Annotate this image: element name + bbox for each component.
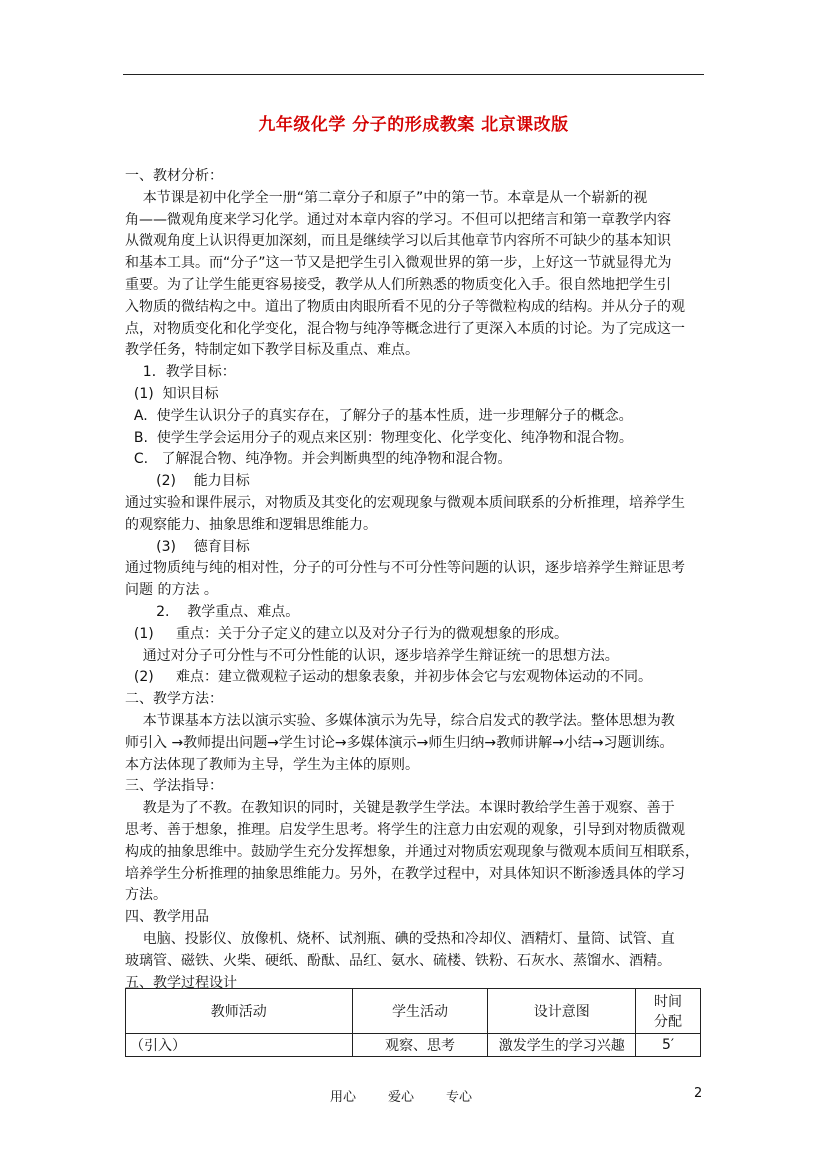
text-line: 通过实验和课件展示，对物质及其变化的宏观现象与微观本质间联系的分析推理，培养学生 [125, 495, 685, 511]
table-cell: 激发学生的学习兴趣 [488, 1034, 636, 1057]
text-line: 角——微观角度来学习化学。通过对本章内容的学习。不但可以把绪言和第一章教学内容 [125, 211, 671, 228]
text-line: 一、教材分析： [125, 168, 223, 184]
text-line: C. 了解混合物、纯净物。并会判断典型的纯净物和混合物。 [125, 451, 512, 468]
text-line: B. 使学生学会运用分子的观点来区别：物理变化、化学变化、纯净物和混合物。 [125, 429, 633, 446]
text-line: 三、学法指导： [125, 778, 223, 795]
text-line: (3) 德育目标 [125, 538, 250, 555]
text-line: 问题 的方法 。 [125, 582, 218, 599]
text-line: 2. 教学重点、难点。 [125, 604, 300, 620]
text-line: 师引入 →教师提出问题→学生讨论→多媒体演示→师生归纳→教师讲解→小结→习题训练。 [125, 734, 674, 751]
table-header-time-line1: 时间 [654, 994, 683, 1010]
text-line: 教学任务，特制定如下教学目标及重点、难点。 [125, 342, 419, 359]
page-number: 2 [694, 1086, 703, 1101]
text-line: (2) 难点：建立微观粒子运动的想象表象，并初步体会它与宏观物体运动的不同。 [125, 669, 652, 686]
text-line: 通过物质纯与纯的相对性，分子的可分性与不可分性等问题的认识，逐步培养学生辩证思考 [125, 560, 685, 577]
text-line: 电脑、投影仪、放像机、烧杯、试剂瓶、碘的受热和冷却仪、酒精灯、量筒、试管、直 [125, 931, 675, 947]
text-line: 四、教学用品 [125, 909, 209, 926]
document-title: 九年级化学 分子的形成教案 北京课改版 [258, 115, 569, 135]
table-row [126, 1034, 701, 1057]
teaching-process-table [125, 988, 701, 1057]
text-line: 思考、善于想象，推理。启发学生思考。将学生的注意力由宏观的观象，引导到对物质微观 [125, 822, 685, 838]
table-cell: （引入） [126, 1034, 353, 1057]
header-rule [123, 74, 704, 75]
table-header-time-line2: 分配 [654, 1014, 683, 1030]
text-line: 从微观角度上认识得更加深刻，而且是继续学习以后其他章节内容所不可缺少的基本知识 [125, 233, 671, 250]
text-line: 1．教学目标： [125, 364, 236, 381]
table-header-cell [636, 989, 701, 1034]
footer-left: 用心 [330, 1090, 357, 1105]
text-line: 五、教学过程设计 [125, 974, 237, 991]
text-line: 的观察能力、抽象思维和逻辑思维能力。 [125, 516, 377, 533]
table-cell: 5′ [636, 1034, 701, 1057]
footer-right: 专心 [446, 1090, 473, 1105]
text-line: (1) 知识目标 [125, 386, 219, 402]
text-line: 教是为了不教。在教知识的同时，关键是教学生学法。本课时教给学生善于观察、善于 [125, 800, 675, 817]
text-line: (2) 能力目标 [125, 473, 250, 490]
table-header-cell: 教师活动 [126, 989, 353, 1034]
text-line: A. 使学生认识分子的真实存在，了解分子的基本性质，进一步理解分子的概念。 [125, 407, 633, 424]
text-line: 玻璃管、磁铁、火柴、硬纸、酚酞、品红、氨水、硫楼、铁粉、石灰水、蒸馏水、酒精。 [125, 952, 671, 969]
text-line: 方法。 [125, 887, 167, 904]
text-line: 通过对分子可分性与不可分性能的认识，逐步培养学生辩证统一的思想方法。 [125, 647, 619, 664]
text-line: 和基本工具。而“分子”这一节又是把学生引入微观世界的第一步，上好这一节就显得尤为 [125, 255, 672, 272]
text-line: 重要。为了让学生能更容易接受，教学从人们所熟悉的物质变化入手。很自然地把学生引 [125, 277, 671, 293]
text-line: 培养学生分析推理的抽象思维能力。另外，在教学过程中，对具体知识不断渗透具体的学习 [125, 865, 685, 882]
text-line: 本节课基本方法以演示实验、多媒体演示为先导，综合启发式的教学法。整体思想为教 [125, 713, 675, 729]
table-header-cell: 学生活动 [352, 989, 488, 1034]
footer-middle: 爱心 [388, 1090, 415, 1105]
text-line: (1) 重点：关于分子定义的建立以及对分子行为的微观想象的形成。 [125, 625, 568, 642]
text-line: 构成的抽象思维中。鼓励学生充分发挥想象，并通过对物质宏观现象与微观本质间互相联系， [125, 843, 699, 860]
text-line: 本方法体现了教师为主导，学生为主体的原则。 [125, 756, 419, 773]
text-line: 入物质的微结构之中。道出了物质由肉眼所看不见的分子等微粒构成的结构。并从分子的观 [125, 298, 685, 315]
text-line: 点，对物质变化和化学变化，混合物与纯净等概念进行了更深入本质的讨论。为了完成这一 [125, 320, 685, 337]
table-header-cell: 设计意图 [488, 989, 636, 1034]
text-line: 本节课是初中化学全一册“第二章分子和原子”中的第一节。本章是从一个崭新的视 [125, 189, 648, 206]
table-cell: 观察、思考 [352, 1034, 488, 1057]
text-line: 二、教学方法： [125, 691, 223, 708]
table-header-row [126, 989, 701, 1034]
